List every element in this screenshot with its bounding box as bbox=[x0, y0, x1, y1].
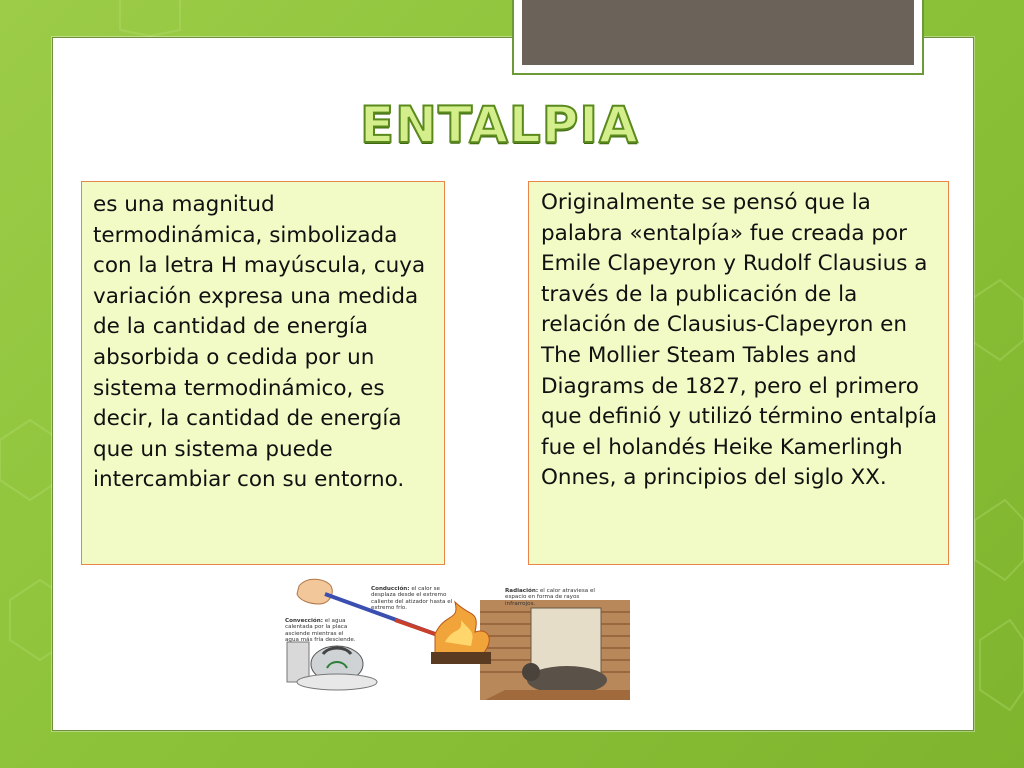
convection-caption bbox=[285, 618, 357, 644]
slide-title: ENTALPIA bbox=[360, 96, 639, 154]
top-decorative-tab bbox=[512, 0, 924, 75]
stove-icon bbox=[287, 642, 309, 682]
definition-textbox bbox=[81, 181, 445, 565]
conduction-caption bbox=[371, 586, 463, 612]
poker-hot-end bbox=[395, 620, 435, 634]
top-tab-fill bbox=[522, 0, 914, 65]
radiation-text: el calor atraviesa el espacio en forma de rayos infrarrojos. bbox=[505, 588, 595, 607]
history-text: Originalmente se pensó que la palabra «entalpía» fue creada por Emile Clapeyron y Rudolf Clausius a través de la publicación de la relación de Clausius-Clapeyron en The Mollier Steam Tables and Diagrams de 1827, pero el primero que definió y utilizó término entalpía fue el holandés Heike Kamerlingh Onnes, a principios del siglo XX. bbox=[541, 190, 938, 491]
radiation-label: Radiación: bbox=[505, 588, 539, 594]
history-textbox bbox=[528, 181, 949, 565]
conduction-text: el calor se desplaza desde el extremo caliente del atizador hasta el extremo frío. bbox=[371, 586, 453, 612]
hand-icon bbox=[297, 579, 332, 604]
heat-transfer-illustration bbox=[285, 572, 631, 700]
radiation-caption bbox=[505, 588, 595, 607]
convection-label: Convección: bbox=[285, 618, 323, 624]
convection-text: el agua calentada por la placa asciende mientras el agua más fría desciende. bbox=[285, 618, 356, 644]
conduction-label: Conducción: bbox=[371, 586, 410, 592]
definition-text: es una magnitud termodinámica, simbolizada con la letra H mayúscula, cuya variación expresa una medida de la cantidad de energía absorbida o cedida por un sistema termodinámico, es decir, la cantidad de energía que un sistema puede intercambiar con su entorno. bbox=[93, 192, 426, 493]
